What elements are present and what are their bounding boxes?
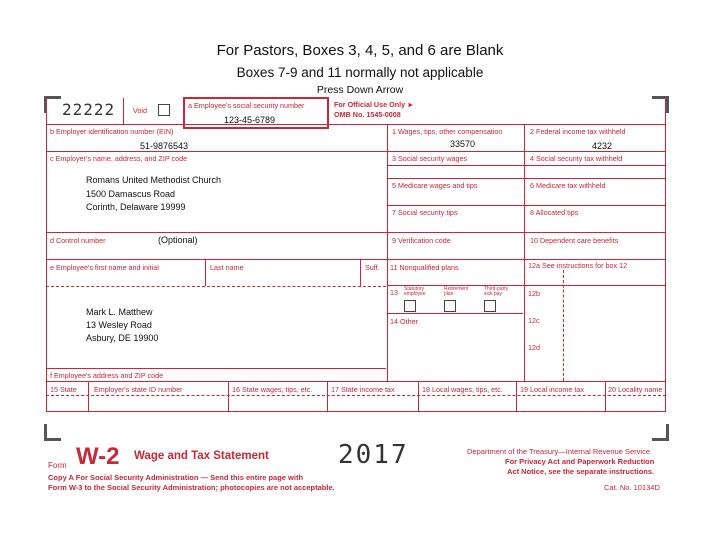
divider — [387, 205, 665, 206]
box-c-label: c Employer's name, address, and ZIP code — [50, 154, 188, 163]
divider — [524, 124, 525, 381]
divider — [605, 381, 606, 411]
box13-label: 13 — [390, 288, 398, 297]
divider — [46, 124, 666, 125]
box8-label: 8 Allocated tips — [530, 208, 579, 217]
box11-label: 11 Nonqualified plans — [390, 263, 459, 272]
box10-label: 10 Dependent care benefits — [530, 236, 619, 245]
divider — [46, 97, 47, 411]
dept-line-3: Act Notice, see the separate instructions. — [507, 467, 655, 476]
cat-no: Cat. No. 10134D — [604, 483, 660, 492]
divider — [46, 259, 666, 260]
divider — [46, 411, 666, 412]
divider — [387, 285, 665, 286]
dept-line-1: Department of the Treasury—Internal Revenue Service — [467, 447, 651, 456]
retirement-label: Retirement plan — [444, 286, 469, 297]
omb-label: OMB No. 1545-0008 — [334, 110, 401, 119]
box-b-label: b Employer identification number (EIN) — [50, 127, 174, 136]
copy-line-1: Copy A For Social Security Administration — Send this entire page with — [48, 473, 304, 482]
last-name-label: Last name — [210, 263, 244, 272]
state-id-label: Employer's state ID number — [94, 385, 183, 394]
divider — [387, 165, 665, 166]
box1-label: 1 Wages, tips, other compensation — [392, 127, 503, 136]
retirement-checkbox[interactable] — [444, 300, 456, 312]
wages-value[interactable]: 33570 — [450, 139, 476, 149]
copy-line-2: Form W-3 to the Social Security Administration; photocopies are not acceptable. — [48, 483, 335, 492]
box7-label: 7 Social security tips — [392, 208, 458, 217]
form-word: Form — [48, 461, 67, 470]
box4-label: 4 Social security tax withheld — [530, 154, 623, 163]
ssn-value[interactable]: 123-45-6789 — [224, 115, 276, 125]
box16-label: 16 State wages, tips, etc. — [232, 385, 313, 394]
divider — [327, 381, 328, 411]
box5-label: 5 Medicare wages and tips — [392, 181, 478, 190]
box17-label: 17 State income tax — [331, 385, 395, 394]
control-number-value[interactable]: (Optional) — [158, 235, 198, 245]
statutory-checkbox[interactable] — [404, 300, 416, 312]
divider — [665, 97, 666, 411]
tax-year: 2017 — [338, 440, 409, 470]
divider — [387, 313, 523, 314]
statement-title: Wage and Tax Statement — [134, 450, 269, 462]
box2-label: 2 Federal income tax withheld — [530, 127, 626, 136]
employee-name-value[interactable]: Mark L. Matthew — [86, 307, 153, 317]
form-name: W-2 — [76, 443, 120, 470]
box-e-label: e Employee's first name and initial — [50, 263, 159, 272]
suff-label: Suff. — [365, 263, 380, 272]
employer-city-value[interactable]: Corinth, Delaware 19999 — [86, 202, 186, 212]
box-a-label: a Employee's social security number — [188, 101, 305, 110]
corner-mark-tr — [652, 96, 669, 113]
employer-street-value[interactable]: 1500 Damascus Road — [86, 189, 176, 199]
box12a-label: 12a See instructions for box 12 — [528, 261, 628, 270]
divider — [123, 98, 124, 124]
ein-value[interactable]: 51-9876543 — [140, 141, 189, 151]
box9-label: 9 Verification code — [392, 236, 451, 245]
employee-city-value[interactable]: Asbury, DE 19900 — [86, 333, 159, 343]
box6-label: 6 Medicare tax withheld — [530, 181, 606, 190]
divider — [46, 286, 386, 287]
divider — [516, 381, 517, 411]
form-control-code: 22222 — [62, 100, 116, 119]
statutory-label: Statutory employee — [404, 286, 426, 297]
box20-label: 20 Locality name — [608, 385, 663, 394]
box18-label: 18 Local wages, tips, etc. — [422, 385, 503, 394]
box-f-label: f Employee's address and ZIP code — [50, 371, 164, 380]
divider — [46, 395, 666, 396]
box3-label: 3 Social security wages — [392, 154, 468, 163]
thirdparty-label: Third-party sick pay — [484, 286, 509, 297]
box12b-label: 12b — [528, 289, 540, 298]
divider — [387, 124, 388, 381]
divider — [360, 259, 361, 286]
corner-mark-bl — [44, 424, 61, 441]
thirdparty-checkbox[interactable] — [484, 300, 496, 312]
official-use-label: For Official Use Only ► — [334, 100, 415, 109]
divider — [205, 259, 206, 286]
divider — [418, 381, 419, 411]
divider — [46, 368, 386, 369]
divider — [228, 381, 229, 411]
federal-tax-value[interactable]: 4232 — [592, 141, 613, 151]
header-line-1: For Pastors, Boxes 3, 4, 5, and 6 are Blank — [216, 42, 504, 59]
header-line-2: Boxes 7-9 and 11 normally not applicable — [236, 65, 484, 80]
box12d-label: 12d — [528, 343, 540, 352]
box-d-label: d Control number — [50, 236, 106, 245]
box12c-label: 12c — [528, 316, 540, 325]
employee-street-value[interactable]: 13 Wesley Road — [86, 320, 152, 330]
corner-mark-br — [652, 424, 669, 441]
header-line-3: Press Down Arrow — [316, 84, 404, 96]
divider — [563, 270, 564, 381]
void-checkbox[interactable] — [158, 104, 170, 116]
divider — [387, 178, 665, 179]
box14-label: 14 Other — [390, 317, 418, 326]
divider — [46, 232, 666, 233]
employer-name-value[interactable]: Romans United Methodist Church — [86, 175, 222, 185]
divider — [46, 151, 666, 152]
divider — [46, 381, 666, 382]
dept-line-2: For Privacy Act and Paperwork Reduction — [505, 457, 655, 466]
box15-label: 15 State — [50, 385, 77, 394]
box19-label: 19 Local income tax — [520, 385, 584, 394]
divider — [88, 381, 89, 411]
void-label: Void — [133, 106, 147, 115]
